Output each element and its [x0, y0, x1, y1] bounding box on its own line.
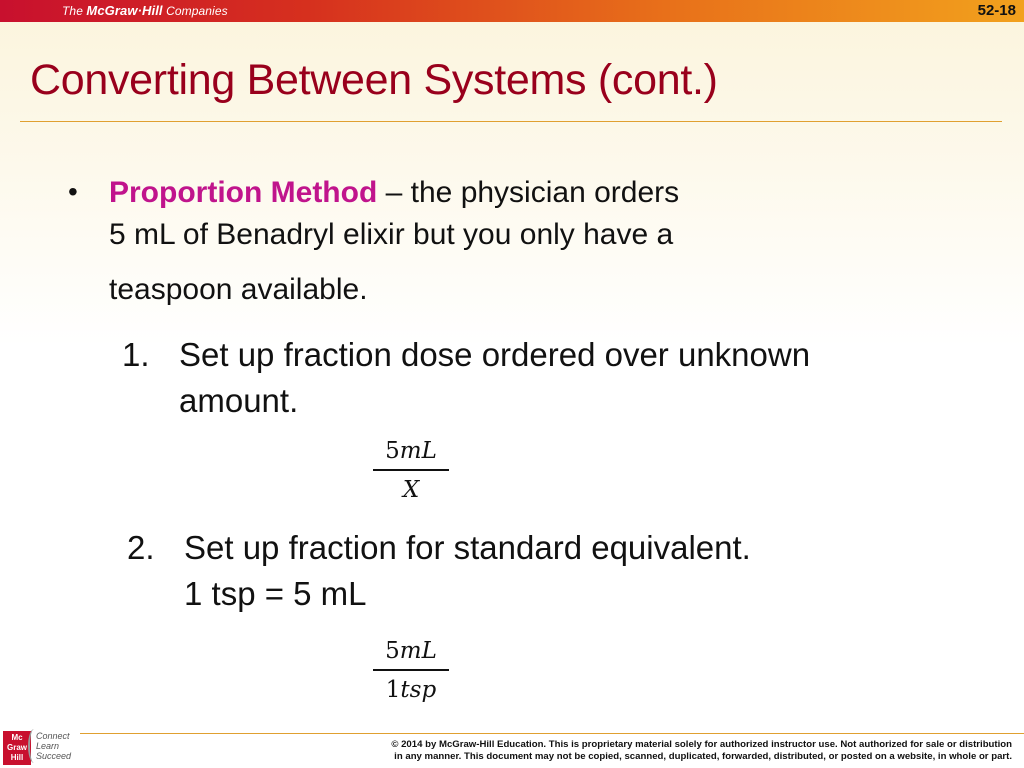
- fraction-2-denominator-unit: tsp: [400, 677, 437, 703]
- fraction-2-denominator-number: 1: [385, 677, 401, 703]
- step-1-line-2: amount.: [179, 382, 299, 419]
- copyright-notice: [322, 739, 1012, 763]
- step-2-line-2: 1 tsp = 5 mL: [184, 575, 367, 612]
- bullet-line-1-rest: – the physician orders: [377, 176, 680, 209]
- copyright-line-2: in any manner. This document may not be copied, scanned, duplicated, forwarded, distributed, or posted on a website, in whole or part.: [394, 751, 1012, 762]
- tagline-learn: Learn: [36, 741, 60, 751]
- fraction-2-numerator: [373, 636, 449, 666]
- tagline-connect: Connect: [36, 731, 70, 741]
- fraction-1-denominator-unit: X: [402, 477, 420, 503]
- copyright-line-1: © 2014 by McGraw-Hill Education. This is proprietary material solely for authorized instructor use. Not authorized for sale or distribution: [391, 739, 1012, 750]
- slide-number: 52-18: [977, 2, 1016, 19]
- bullet-line-3: teaspoon available.: [109, 273, 368, 306]
- title-divider: [20, 121, 1002, 122]
- step-2-number: 2.: [127, 529, 155, 566]
- slide-title: Converting Between Systems (cont.): [30, 56, 718, 104]
- bullet-marker: •: [68, 176, 78, 207]
- fraction-1-numerator: [373, 436, 449, 466]
- fraction-dose-over-unknown: [373, 436, 449, 505]
- fraction-1-bar: [373, 469, 449, 471]
- fraction-2-bar: [373, 669, 449, 671]
- publisher-brand: [62, 3, 228, 18]
- fraction-standard-equivalent: [373, 636, 449, 705]
- connect-learn-succeed-tagline: [36, 731, 71, 761]
- fraction-1-denominator: [373, 475, 449, 505]
- logo-line-3: Hill: [10, 753, 24, 762]
- brand-prefix: The: [62, 4, 83, 18]
- step-1-text: [179, 332, 810, 424]
- footer-divider: [80, 733, 1024, 734]
- tagline-succeed: Succeed: [36, 751, 72, 761]
- step-2-text: [184, 525, 751, 617]
- bullet-line-2: 5 mL of Benadryl elixir but you only have a: [109, 218, 674, 251]
- step-1-line-1: Set up fraction dose ordered over unknown: [179, 336, 811, 373]
- step-1-number: 1.: [122, 336, 150, 373]
- step-2-line-1: Set up fraction for standard equivalent.: [184, 529, 751, 566]
- fraction-1-numerator-unit: mL: [399, 438, 437, 464]
- method-term: Proportion Method: [109, 176, 378, 209]
- logo-line-2: Graw: [6, 743, 27, 752]
- fraction-2-numerator-unit: mL: [399, 638, 437, 664]
- fraction-1-numerator-number: 5: [385, 438, 400, 464]
- bullet-line-1: [109, 173, 909, 213]
- header-bar: [0, 0, 1024, 22]
- fraction-2-denominator: [373, 675, 449, 705]
- brand-suffix: Companies: [166, 4, 228, 18]
- brand-name: McGraw·Hill: [86, 3, 163, 18]
- logo-line-1: Mc: [11, 733, 23, 742]
- fraction-2-numerator-number: 5: [385, 638, 400, 664]
- bullet-text: [109, 173, 909, 323]
- mcgraw-hill-logo: [3, 731, 31, 765]
